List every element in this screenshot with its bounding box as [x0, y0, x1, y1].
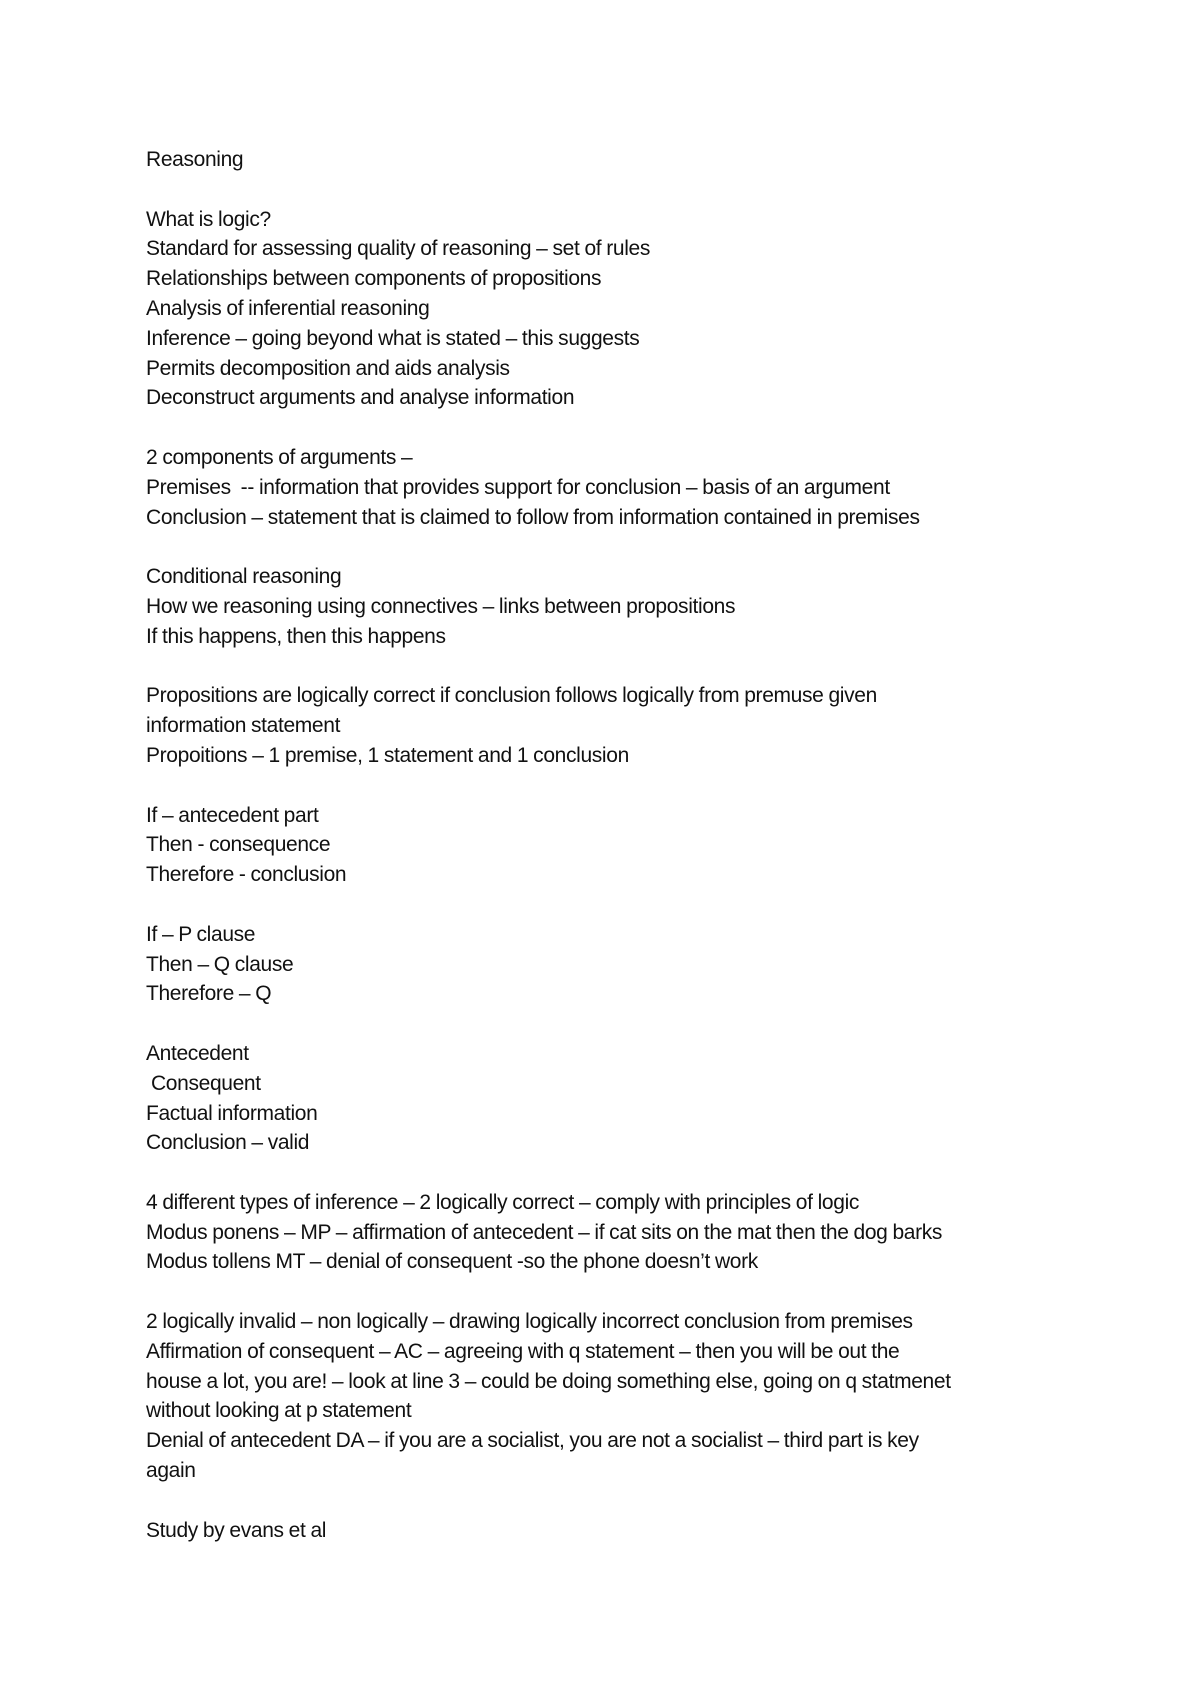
text-line: Premises -- information that provides support for conclusion – basis of an argument: [146, 475, 890, 499]
section-propositions: [146, 681, 1106, 770]
section-if-then-therefore: [146, 801, 1106, 890]
section-study-reference: [146, 1516, 1106, 1546]
blank-line: [146, 532, 1106, 562]
text-line: Study by evans et al: [146, 1518, 327, 1542]
text-line: without looking at p statement: [146, 1399, 412, 1423]
document-body: [146, 145, 1106, 1545]
text-line: Modus ponens – MP – affirmation of antecedent – if cat sits on the mat then the dog barks: [146, 1220, 943, 1244]
text-line: Then - consequence: [146, 833, 331, 857]
text-line: again: [146, 1459, 196, 1483]
text-line: Conclusion – statement that is claimed to follow from information contained in premises: [146, 505, 920, 529]
text-line: 4 different types of inference – 2 logically correct – comply with principles of logic: [146, 1190, 860, 1214]
text-line: Conclusion – valid: [146, 1131, 310, 1155]
blank-line: [146, 175, 1106, 205]
section-components-of-arguments: [146, 443, 1106, 532]
text-line: Factual information: [146, 1101, 318, 1125]
text-line: Propoitions – 1 premise, 1 statement and 1 conclusion: [146, 743, 629, 767]
text-line: If – P clause: [146, 922, 256, 946]
text-line: Inference – going beyond what is stated – this suggests: [146, 326, 640, 350]
text-line: Propositions are logically correct if conclusion follows logically from premuse given: [146, 684, 877, 708]
section-antecedent-consequent: [146, 1039, 1106, 1158]
text-line: How we reasoning using connectives – links between propositions: [146, 594, 736, 618]
blank-line: [146, 1009, 1106, 1039]
blank-line: [146, 1277, 1106, 1307]
text-line: Consequent: [146, 1071, 261, 1095]
text-line: Conditional reasoning: [146, 565, 342, 589]
text-line: If – antecedent part: [146, 803, 319, 827]
text-line: Affirmation of consequent – AC – agreeing with q statement – then you will be out the: [146, 1339, 900, 1363]
text-line: If this happens, then this happens: [146, 624, 446, 648]
blank-line: [146, 1486, 1106, 1516]
text-line: Denial of antecedent DA – if you are a socialist, you are not a socialist – third part is key: [146, 1429, 919, 1453]
section-logically-invalid: [146, 1307, 1106, 1486]
blank-line: [146, 1158, 1106, 1188]
text-line: Permits decomposition and aids analysis: [146, 356, 510, 380]
text-line: Analysis of inferential reasoning: [146, 296, 430, 320]
text-line: Modus tollens MT – denial of consequent -so the phone doesn’t work: [146, 1250, 758, 1274]
text-line: Standard for assessing quality of reasoning – set of rules: [146, 237, 651, 261]
blank-line: [146, 652, 1106, 682]
section-types-of-inference: [146, 1188, 1106, 1277]
document-title: Reasoning: [146, 148, 244, 171]
text-line: Antecedent: [146, 1041, 249, 1065]
text-line: Deconstruct arguments and analyse information: [146, 386, 575, 410]
text-line: What is logic?: [146, 207, 271, 231]
text-line: Relationships between components of propositions: [146, 267, 602, 291]
text-line: 2 logically invalid – non logically – drawing logically incorrect conclusion from premises: [146, 1310, 913, 1334]
text-line: Then – Q clause: [146, 952, 294, 976]
text-line: Therefore – Q: [146, 982, 272, 1006]
text-line: house a lot, you are! – look at line 3 – could be doing something else, going on q statmenet: [146, 1369, 951, 1393]
section-what-is-logic: [146, 205, 1106, 414]
blank-line: [146, 890, 1106, 920]
section-conditional-reasoning: [146, 562, 1106, 651]
blank-line: [146, 771, 1106, 801]
text-line: information statement: [146, 714, 341, 738]
blank-line: [146, 413, 1106, 443]
section-p-q-clauses: [146, 920, 1106, 1009]
text-line: 2 components of arguments –: [146, 445, 413, 469]
text-line: Therefore - conclusion: [146, 863, 347, 887]
